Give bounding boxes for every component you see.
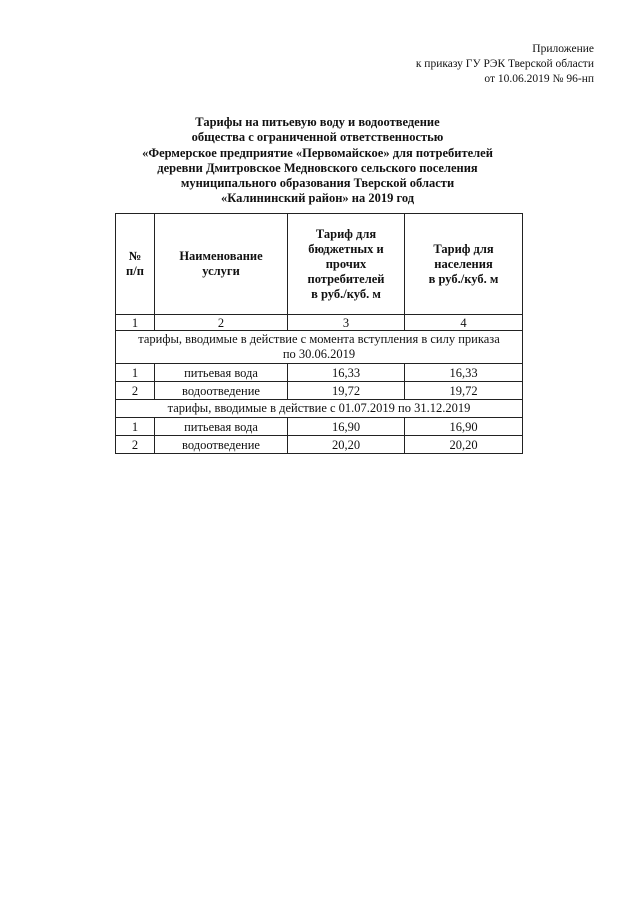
appendix-line: Приложение — [532, 43, 594, 55]
row-population-tariff: 19,72 — [405, 382, 523, 400]
header-text: прочих — [325, 256, 367, 271]
title-line: муниципального образования Тверской области — [180, 176, 455, 191]
header-number — [116, 214, 155, 315]
header-text: услуги — [202, 264, 240, 278]
column-number: 3 — [288, 315, 405, 331]
section-title: тарифы, вводимые в действие с 01.07.2019 по 31.12.2019 — [116, 400, 523, 418]
header-service-name — [155, 214, 288, 315]
row-budget-tariff: 20,20 — [288, 436, 405, 454]
row-number: 1 — [116, 364, 155, 382]
row-service: питьевая вода — [155, 364, 288, 382]
header-population-tariff — [405, 214, 523, 315]
appendix-note — [416, 42, 594, 87]
row-number: 2 — [116, 382, 155, 400]
column-number: 2 — [155, 315, 288, 331]
header-text: в руб./куб. м — [428, 271, 499, 286]
row-budget-tariff: 16,90 — [288, 418, 405, 436]
header-text: потребителей — [307, 271, 385, 286]
title-line: Тарифы на питьевую воду и водоотведение — [195, 115, 440, 129]
section-title-line: тарифы, вводимые в действие с момента вступления в силу приказа — [138, 332, 500, 346]
header-budget-tariff — [288, 214, 405, 315]
row-service: питьевая вода — [155, 418, 288, 436]
row-service: водоотведение — [155, 382, 288, 400]
section-row — [116, 400, 523, 418]
row-budget-tariff: 19,72 — [288, 382, 405, 400]
appendix-order-line: к приказу ГУ РЭК Тверской области — [415, 58, 594, 70]
table-row — [116, 436, 523, 454]
header-text: населения — [434, 256, 493, 271]
appendix-date-line: от 10.06.2019 № 96-нп — [484, 73, 594, 85]
column-number-row — [116, 315, 523, 331]
table-row — [116, 418, 523, 436]
title-line: «Калининский район» на 2019 год — [220, 191, 415, 206]
section-row — [116, 331, 523, 364]
header-text: Тариф для — [433, 241, 494, 256]
row-budget-tariff: 16,33 — [288, 364, 405, 382]
column-number: 1 — [116, 315, 155, 331]
row-population-tariff: 16,90 — [405, 418, 523, 436]
row-population-tariff: 16,33 — [405, 364, 523, 382]
tariff-table — [115, 213, 523, 454]
row-population-tariff: 20,20 — [405, 436, 523, 454]
row-service: водоотведение — [155, 436, 288, 454]
header-text: Наименование — [179, 249, 263, 263]
row-number: 2 — [116, 436, 155, 454]
column-number: 4 — [405, 315, 523, 331]
header-text: Тариф для — [315, 226, 377, 241]
document-title — [110, 115, 525, 207]
title-line: общества с ограниченной ответственностью — [191, 130, 444, 145]
section-title-line: по 30.06.2019 — [282, 347, 356, 361]
title-line: деревни Дмитровское Медновского сельского поселения — [157, 160, 478, 175]
table-row — [116, 364, 523, 382]
header-text: бюджетных и — [308, 241, 384, 256]
header-text: п/п — [126, 264, 144, 278]
table-row — [116, 382, 523, 400]
section-title — [116, 331, 523, 364]
title-line: «Фермерское предприятие «Первомайское» для потребителей — [142, 145, 493, 160]
row-number: 1 — [116, 418, 155, 436]
header-text: в руб./куб. м — [311, 286, 381, 301]
header-text: № — [128, 249, 142, 263]
table-header-row — [116, 214, 523, 315]
